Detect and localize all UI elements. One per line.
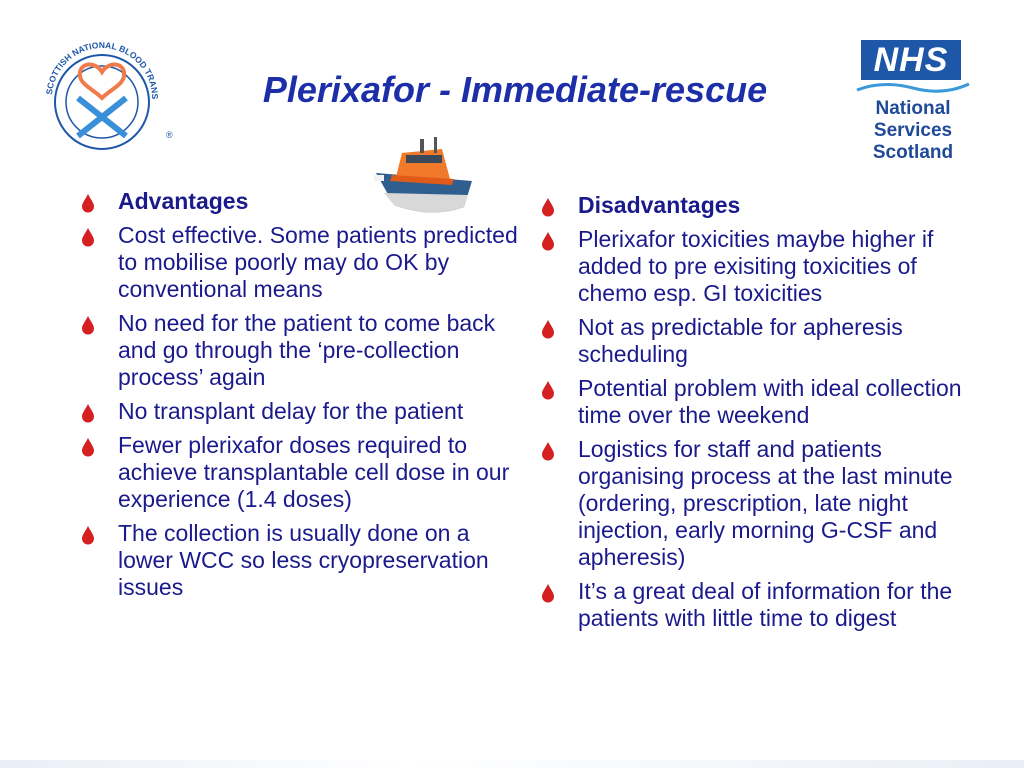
registered-mark: ® (166, 130, 173, 140)
advantages-heading: Advantages (118, 188, 249, 214)
drop-bullet-icon (80, 525, 96, 545)
disadvantage-text: Not as predictable for apheresis scheduling (578, 314, 903, 367)
list-item (80, 432, 525, 513)
advantage-text: The collection is usually done on a lower WCC so less cryopreservation issues (118, 520, 489, 600)
disadvantages-list (540, 192, 990, 632)
disadvantage-text: Plerixafor toxicities maybe higher if added to pre exisiting toxicities of chemo esp. GI toxicities (578, 226, 934, 306)
nhs-brand-box: NHS (861, 40, 961, 80)
disadvantage-text: Logistics for staff and patients organising process at the last minute (ordering, prescription, late night injection, early morning G-CSF and apheresis) (578, 436, 953, 570)
list-item (80, 398, 525, 425)
drop-bullet-icon (540, 197, 556, 217)
disadvantage-text: Potential problem with ideal collection time over the weekend (578, 375, 962, 428)
disadvantage-text: It’s a great deal of information for the patients with little time to digest (578, 578, 953, 631)
nhs-wave-icon (853, 78, 973, 98)
list-item (80, 310, 525, 391)
drop-bullet-icon (80, 403, 96, 423)
drop-bullet-icon (80, 437, 96, 457)
advantage-text: Cost effective. Some patients predicted to mobilise poorly may do OK by conventional means (118, 222, 518, 302)
drop-bullet-icon (540, 231, 556, 251)
advantages-heading-item (80, 188, 525, 215)
drop-bullet-icon (80, 227, 96, 247)
list-item (540, 436, 990, 571)
disadvantages-heading-item (540, 192, 990, 219)
advantages-column (80, 188, 525, 608)
advantages-list (80, 188, 525, 601)
list-item (80, 520, 525, 601)
advantage-text: Fewer plerixafor doses required to achieve transplantable cell dose in our experience (1.4 doses) (118, 432, 510, 512)
drop-bullet-icon (80, 315, 96, 335)
bottom-decor-strip (0, 760, 1024, 768)
list-item (80, 222, 525, 303)
list-item (540, 375, 990, 429)
list-item (540, 226, 990, 307)
snbts-logo (40, 40, 190, 152)
list-item (540, 314, 990, 368)
advantage-text: No transplant delay for the patient (118, 398, 464, 424)
disadvantages-column (540, 192, 990, 639)
nhs-line-scotland: Scotland (872, 142, 954, 163)
advantage-text: No need for the patient to come back and go through the ‘pre-collection process’ again (118, 310, 496, 390)
list-item (540, 578, 990, 632)
nhs-line-services: Services (873, 120, 953, 141)
drop-bullet-icon (540, 583, 556, 603)
slide-title: Plerixafor - Immediate-rescue (262, 69, 768, 110)
disadvantages-heading: Disadvantages (578, 192, 741, 218)
drop-bullet-icon (540, 380, 556, 400)
snbts-ring-text: SCOTTISH NATIONAL BLOOD TRANS (44, 40, 161, 100)
drop-bullet-icon (540, 441, 556, 461)
nhs-line-national: National (875, 98, 951, 119)
drop-bullet-icon (80, 193, 96, 213)
drop-bullet-icon (540, 319, 556, 339)
nhs-nss-logo (853, 40, 973, 163)
